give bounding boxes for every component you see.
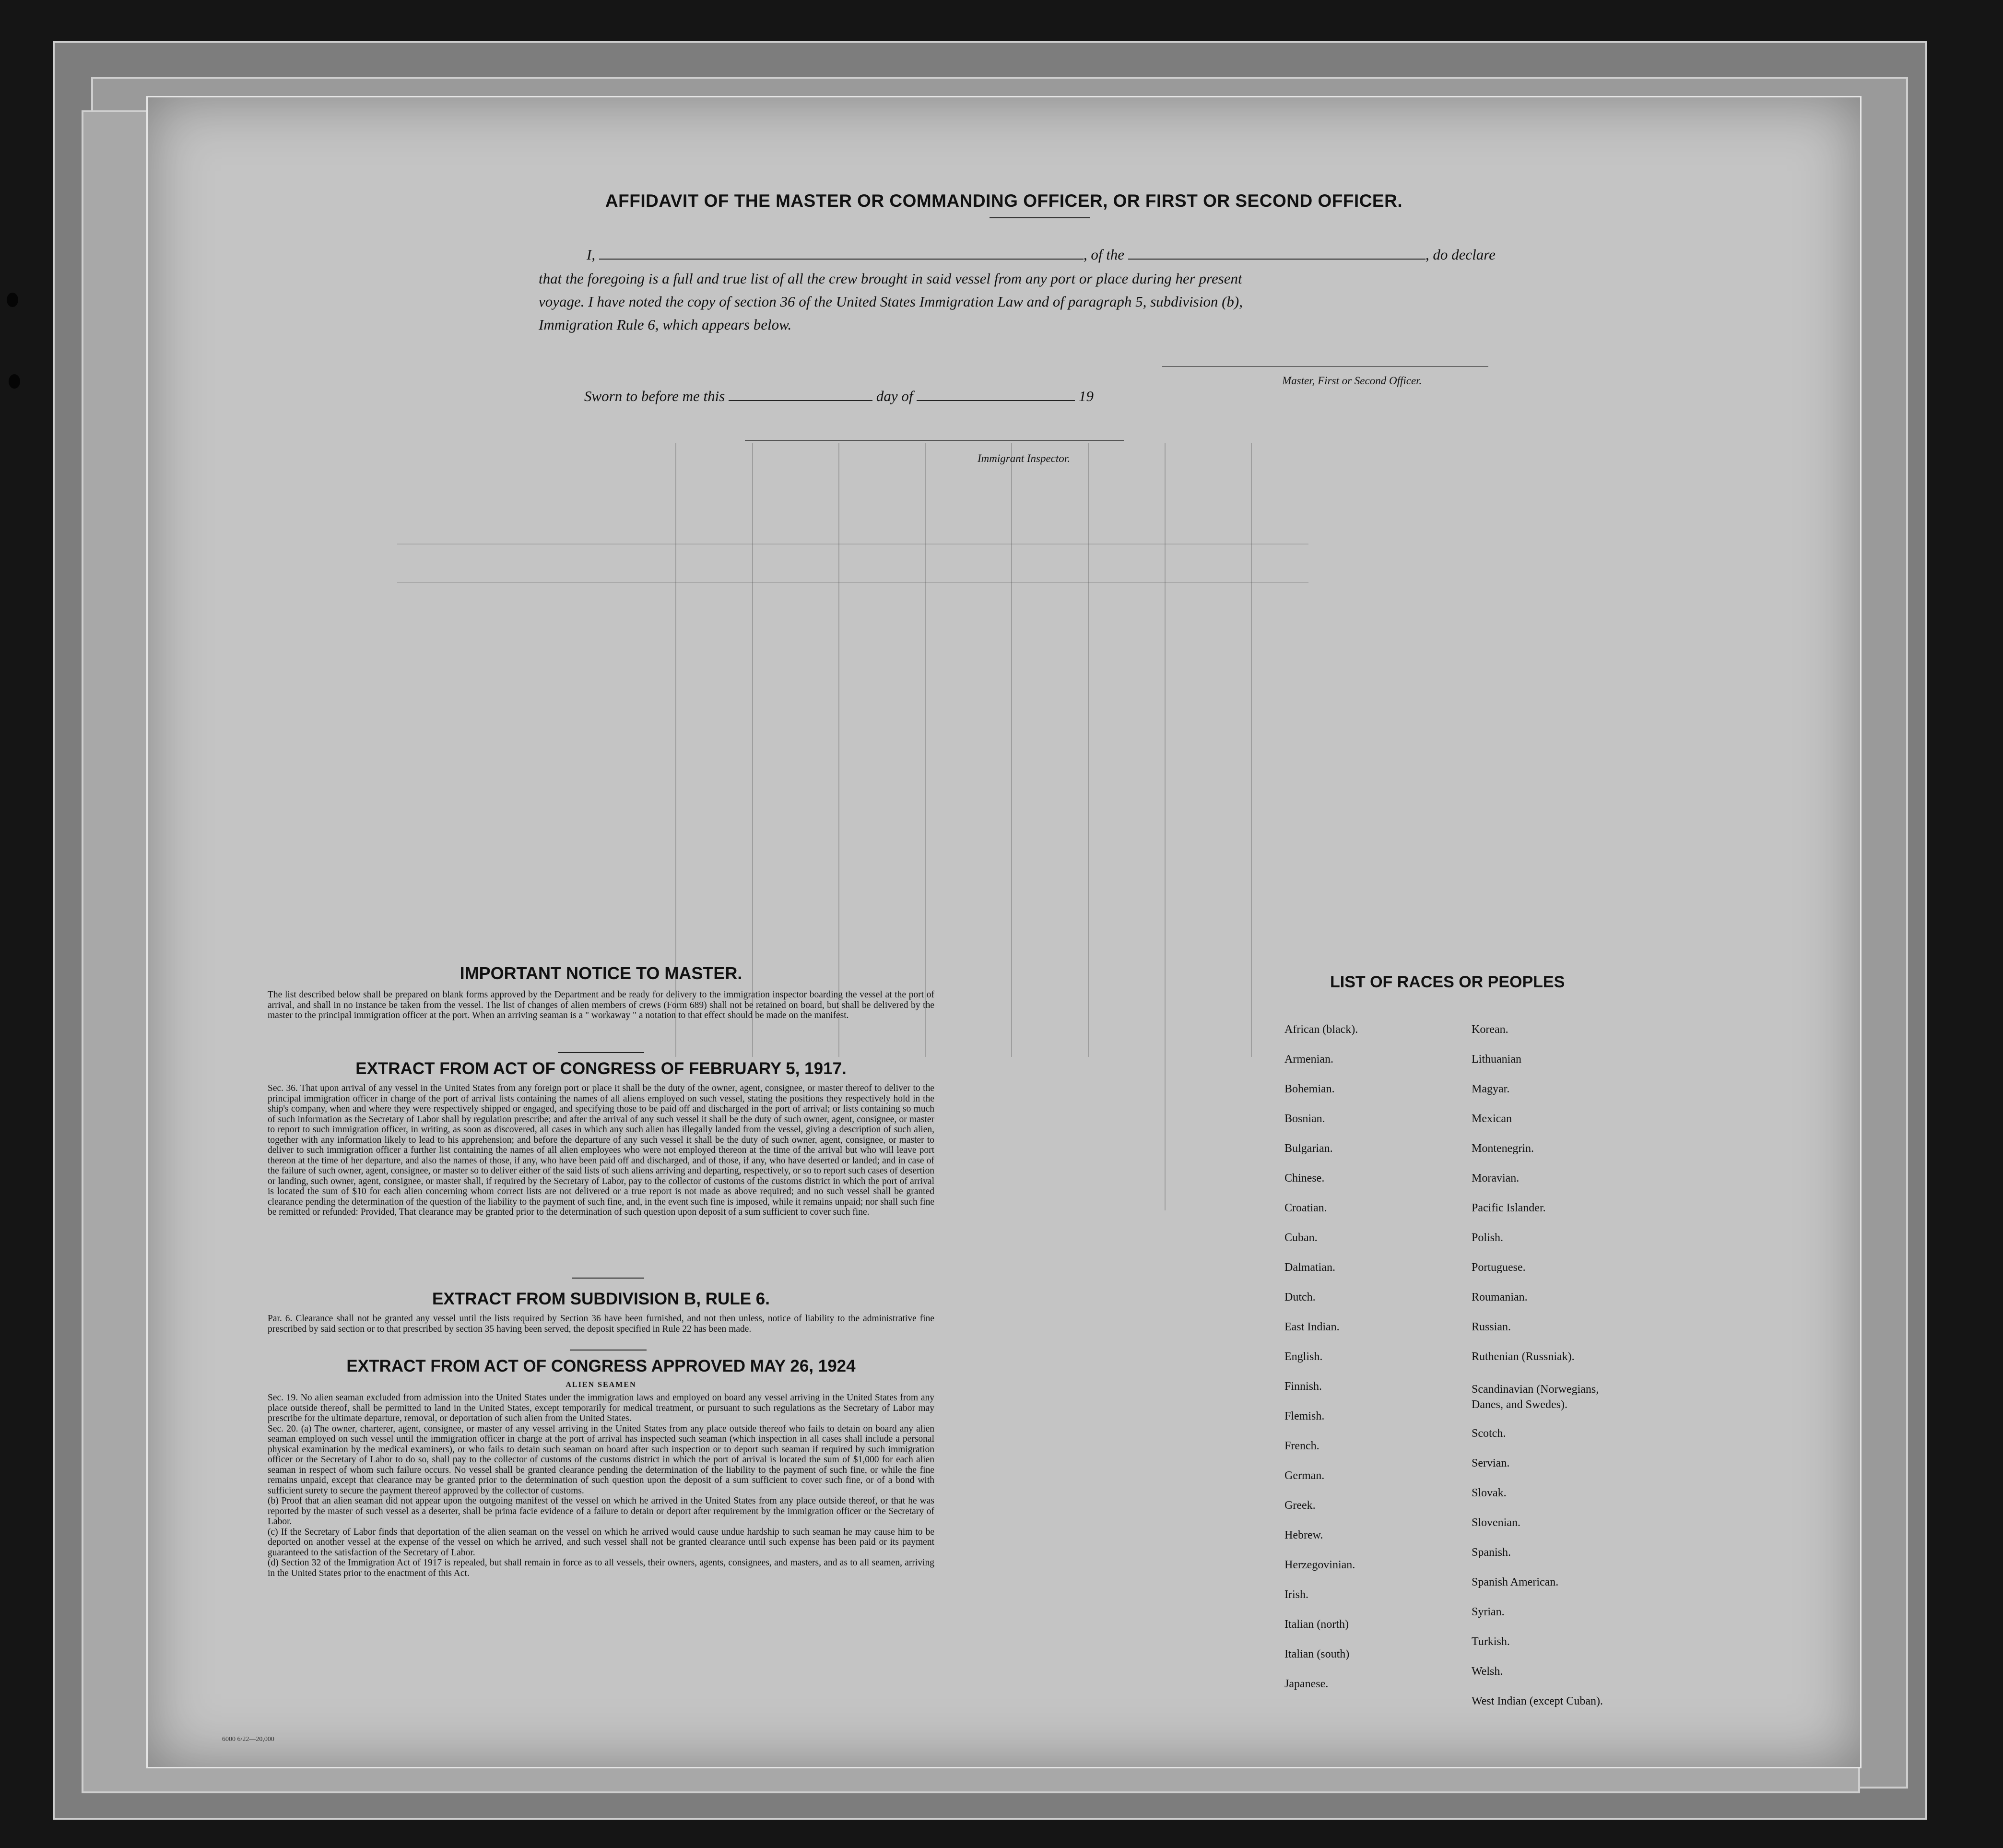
race-entry: German. <box>1284 1469 1325 1482</box>
race-entry: Polish. <box>1472 1232 1504 1244</box>
race-entry: Finnish. <box>1284 1380 1322 1393</box>
extract-rule6-title: EXTRACT FROM SUBDIVISION B, RULE 6. <box>432 1290 770 1308</box>
day-of-label: day of <box>876 388 913 404</box>
race-entry: Bohemian. <box>1284 1083 1335 1095</box>
inspector-signature-line[interactable] <box>745 440 1124 441</box>
race-entry: East Indian. <box>1284 1321 1340 1333</box>
race-entry: Servian. <box>1472 1457 1510 1469</box>
sec-20c-paragraph: (c) If the Secretary of Labor finds that deportation of the alien seaman on the vessel on which he arrived would cause undue hardship to such seaman he may cause him to be deported on another vessel at the expense of the vessel on which he arrived, and such vessel shall not be granted clearance until such expense has been paid or its payment guaranteed to the satisfaction of the Secretary of Labor. <box>268 1527 934 1558</box>
race-entry: Spanish. <box>1472 1546 1511 1559</box>
declarant-name-blank[interactable] <box>599 259 1084 260</box>
race-entry: Turkish. <box>1472 1635 1510 1648</box>
master-signature-caption: Master, First or Second Officer. <box>1282 375 1422 387</box>
race-entry: Chinese. <box>1284 1172 1325 1185</box>
sworn-year-label: 19 <box>1078 388 1094 404</box>
race-entry: Korean. <box>1472 1023 1508 1036</box>
affidavit-line-1 <box>587 246 1496 263</box>
race-entry: Portuguese. <box>1472 1261 1526 1274</box>
race-entry: Scandinavian (Norwegians, <box>1472 1383 1599 1396</box>
affidavit-line-4: Immigration Rule 6, which appears below. <box>539 316 792 333</box>
race-entry: Russian. <box>1472 1321 1511 1333</box>
sec-20d-paragraph: (d) Section 32 of the Immigration Act of 1917 is repealed, but shall remain in force as to all vessels, their owners, agents, consignees, and masters, and as to all seamen, arriving in the United States prior to the enactment of this Act. <box>268 1558 934 1578</box>
declarant-label: I, <box>587 246 596 263</box>
race-entry: Flemish. <box>1284 1410 1325 1422</box>
inspector-caption: Immigrant Inspector. <box>978 452 1070 464</box>
race-entry: Hebrew. <box>1284 1529 1323 1541</box>
extract-1917-title: EXTRACT FROM ACT OF CONGRESS OF FEBRUARY 5, 1917. <box>355 1059 847 1078</box>
race-entry: Welsh. <box>1472 1665 1503 1678</box>
race-entry: Armenian. <box>1284 1053 1333 1066</box>
race-entry: Syrian. <box>1472 1606 1505 1618</box>
race-entry: Herzegovinian. <box>1284 1559 1355 1571</box>
race-entry: Moravian. <box>1472 1172 1520 1185</box>
form-print-code: 6000 6/22—20,000 <box>222 1736 274 1743</box>
ghost-row-line <box>397 544 1308 545</box>
sworn-line <box>584 388 1094 405</box>
alien-seamen-subtitle: ALIEN SEAMEN <box>566 1381 636 1389</box>
races-title: LIST OF RACES OR PEOPLES <box>1330 973 1565 991</box>
sec-20a-paragraph: Sec. 20. (a) The owner, charterer, agent, consignee, or master of any vessel arriving in the United States from any place outside thereof who fails to detain on board any alien seaman employed on such vessel until the immigration officer in charge at the port of arrival has inspected such seaman (which inspection in all cases shall include a personal physical examination by the medical examiners), or who fails to detain such seaman on board after such inspection or to deport such seaman if required by such immigration officer or the Secretary of Labor to do so, shall pay to the collector of customs of the customs district in which the port of arrival is located the sum of $1,000 for each alien seaman in respect of whom such failure occurs. No vessel shall be granted clearance pending the determination of the liability to the payment of such fine, or while the fine remains unpaid, except that clearance may be granted prior to the determination of such question upon the deposit of a sum sufficient to cover such fine, or of a bond with sufficient surety to secure the payment thereof approved by the collector of customs. <box>268 1423 934 1496</box>
race-entry: Roumanian. <box>1472 1291 1528 1303</box>
affidavit-line-2: that the foregoing is a full and true list of all the crew brought in said vessel from any port or place during her present <box>539 270 1242 287</box>
race-entry: Bosnian. <box>1284 1113 1325 1125</box>
race-entry: Montenegrin. <box>1472 1142 1534 1155</box>
extract-1917-body: Sec. 36. That upon arrival of any vessel in the United States from any foreign port or place it shall be the duty of the owner, agent, consignee, or master thereof to deliver to the principal immigration officer in charge of the port of arrival lists containing the names of all aliens employed on such vessel, stating the positions they respectively hold in the ship's company, when and where they were respectively shipped or engaged, and specifying those to be paid off and discharged in the port of arrival; or lists containing so much of such information as the Secretary of Labor shall by regulation prescribe; and after the arrival of any such vessel it shall be the duty of such owner, agent, consignee, or master to report to such immigration officer, in writing, as soon as discovered, all cases in which any such alien has illegally landed from the vessel, giving a description of such alien, together with any information likely to lead to his apprehension; and before the departure of any such vessel it shall be the duty of such owner, agent, consignee, or master to deliver to such immigration officer a further list containing the names of all alien employees who were not employed thereon at the time of the arrival but who will leave port thereon at the time of her departure, and also the names of those, if any, who have been paid off and discharged, and of those, if any, who have deserted or landed; and in case of the failure of such owner, agent, consignee, or master so to deliver either of the said lists of such aliens arriving and departing, respectively, or so to report such cases of desertion or landing, such owner, agent, consignee, or master shall, if required by the Secretary of Labor, pay to the collector of customs of the customs district in which the port of arrival is located the sum of $10 for each alien concerning whom correct lists are not delivered or a true report is not made as above required; and no such vessel shall be granted clearance pending the determination of the question of the liability to the payment of such fine, and, in the event such fine is imposed, while it remains unpaid; nor shall such fine be remitted or refunded: Provided, That clearance may be granted prior to the determination of such question upon deposit of a sum sufficient to cover such fine. <box>268 1083 934 1217</box>
race-entry: African (black). <box>1284 1023 1358 1036</box>
race-entry: Spanish American. <box>1472 1576 1559 1588</box>
document-page <box>146 96 1862 1768</box>
ghost-row-line <box>397 582 1308 583</box>
master-signature-line[interactable] <box>1162 366 1488 367</box>
race-entry: Mexican <box>1472 1113 1512 1125</box>
notice-title: IMPORTANT NOTICE TO MASTER. <box>460 963 742 983</box>
sworn-day-blank[interactable] <box>729 400 872 401</box>
race-entry: Japanese. <box>1284 1678 1329 1690</box>
punch-hole <box>9 374 20 389</box>
extract-1924-body <box>268 1393 934 1578</box>
section-divider <box>558 1052 644 1053</box>
sworn-month-blank[interactable] <box>917 400 1075 401</box>
ghost-column-line <box>1011 443 1012 1057</box>
extract-rule6-body: Par. 6. Clearance shall not be granted any vessel until the lists required by Section 36 have been furnished, and not then unless, notice of liability to the administrative fine prescribed by said section or to that prescribed by section 35 having been served, the deposit specified in Rule 22 has been made. <box>268 1314 934 1334</box>
race-entry: Greek. <box>1284 1499 1316 1512</box>
race-entry: French. <box>1284 1440 1320 1452</box>
race-entry: Pacific Islander. <box>1472 1202 1546 1214</box>
vessel-name-blank[interactable] <box>1128 259 1426 260</box>
punch-hole <box>7 293 18 307</box>
race-entry: Danes, and Swedes). <box>1472 1398 1567 1411</box>
section-divider <box>572 1278 644 1279</box>
notice-body: The list described below shall be prepared on blank forms approved by the Department and be ready for delivery to the immigration inspector boarding the vessel at the port of arrival, and shall in no instance be taken from the vessel. The list of changes of alien members of crews (Form 689) shall not be retained on board, but shall be delivered by the master to the principal immigration officer at the port. When an arriving seaman is a " workaway " a notation to that effect should be made on the manifest. <box>268 990 934 1020</box>
race-entry: English. <box>1284 1350 1323 1363</box>
race-entry: Lithuanian <box>1472 1053 1521 1066</box>
ghost-column-line <box>1088 443 1089 1057</box>
race-entry: Dutch. <box>1284 1291 1316 1303</box>
extract-1924-title: EXTRACT FROM ACT OF CONGRESS APPROVED MAY 26, 1924 <box>346 1357 856 1375</box>
sworn-label: Sworn to before me this <box>584 388 725 404</box>
of-the-label: , of the <box>1083 246 1125 263</box>
race-entry: Magyar. <box>1472 1083 1510 1095</box>
affidavit-title: AFFIDAVIT OF THE MASTER OR COMMANDING OFFICER, OR FIRST OR SECOND OFFICER. <box>605 191 1403 211</box>
title-divider <box>990 217 1090 218</box>
sec-20b-paragraph: (b) Proof that an alien seaman did not appear upon the outgoing manifest of the vessel on which he arrived in the United States from any place outside thereof, or that he was reported by the master of such vessel as a deserter, shall be prima facie evidence of a failure to detain or deport after requirement by the immigration officer or the Secretary of Labor. <box>268 1496 934 1527</box>
race-entry: Italian (north) <box>1284 1618 1349 1631</box>
race-entry: Italian (south) <box>1284 1648 1350 1660</box>
ghost-column-line <box>1251 443 1252 1057</box>
race-entry: Croatian. <box>1284 1202 1327 1214</box>
do-declare-label: , do declare <box>1425 246 1496 263</box>
race-entry: Cuban. <box>1284 1232 1318 1244</box>
race-entry: Dalmatian. <box>1284 1261 1335 1274</box>
sec-19-paragraph: Sec. 19. No alien seaman excluded from admission into the United States under the immigration laws and employed on board any vessel arriving in the United States from any place outside thereof, shall be permitted to land in the United States, except temporarily for medical treatment, or pursuant to such regulations as the Secretary of Labor may prescribe for the ultimate departure, removal, or deportation of such alien from the United States. <box>268 1393 934 1423</box>
race-entry: Bulgarian. <box>1284 1142 1333 1155</box>
race-entry: Slovak. <box>1472 1487 1507 1499</box>
affidavit-line-3: voyage. I have noted the copy of section 36 of the United States Immigration Law and of paragraph 5, subdivision (b), <box>539 293 1243 310</box>
race-entry: West Indian (except Cuban). <box>1472 1695 1603 1707</box>
ghost-column-line <box>1165 443 1166 1210</box>
race-entry: Ruthenian (Russniak). <box>1472 1350 1575 1363</box>
race-entry: Scotch. <box>1472 1427 1506 1440</box>
race-entry: Irish. <box>1284 1588 1308 1601</box>
race-entry: Slovenian. <box>1472 1516 1520 1529</box>
